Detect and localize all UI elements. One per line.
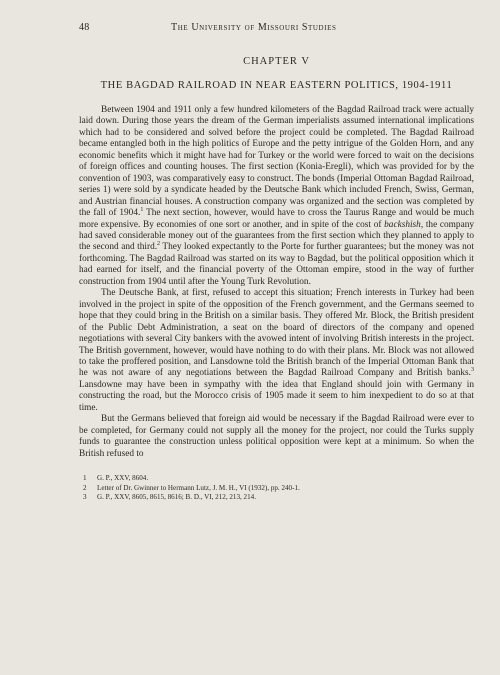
footnote-number: 3 (83, 493, 87, 502)
footnote-text: G. P., XXV, 8604. (97, 474, 149, 483)
footnote-ref: 3 (471, 367, 474, 374)
body-text (79, 105, 474, 460)
footnote-ref: 2 (157, 241, 161, 248)
page-number: 48 (79, 22, 90, 33)
running-head-title: The University of Missouri Studies (171, 22, 337, 33)
paragraph-2 (79, 288, 474, 414)
paragraph-text: The Deutsche Bank, at first, refused to accept this situation; French interests in Turkey had been involved in the project in spite of the opposition of the French government, and the Germans seemed to hope that they could bring in the British on a similar basis. They offered Mr. Block, the British president of the Public Debt Administration, a seat on the board of directors of the company and opened negotiations with several City bankers with the avowed intent of involving British interests in the project. The British government, however, would have nothing to do with their plans. Mr. Block was not allowed to take the proffered position, and Lansdowne told the British branch of the Imperial Ottoman Bank that he was not aware of any negotiations between the Bagdad Railroad Company and British banks. (79, 288, 474, 379)
paragraph-text: Lansdowne may have been in sympathy with the idea that England should join with Germany in constructing the road, but the Morocco crisis of 1905 made it seem to him inexpedient to do so at that time. (79, 379, 474, 413)
footnote (79, 493, 474, 503)
footnote-ref: 1 (140, 206, 144, 213)
paragraph-text: The next section, however, would have to cross the Taurus Range and would be much more expensive. By economies of one sort or another, and in spite of the cost of (79, 208, 475, 230)
footnotes (79, 474, 474, 503)
paragraph-text: Between 1904 and 1911 only a few hundred kilometers of the Bagdad Railroad track were actually laid down. During those years the dream of the German imperialists assumed international implications which had to be considered and solved before the project could be completed. The Bagdad Railroad became entangled both in the high politics of Europe and the petty intrigue of the Golden Horn, and any economic benefits which it might have had for Turkey or the world were forced to wait on the decisions of foreign offices and counting houses. The first section (Konia-Eregli), which was provided for by the convention of 1903, was comparatively easy to construct. The bonds (Imperial Ottoman Bagdad Railroad, series 1) were sold by a syndicate headed by the Deutsche Bank which included French, Swiss, German, and Austrian financial houses. A construction company was organized and the section was completed by the fall of 1904. (79, 105, 474, 219)
footnote-text: Letter of Dr. Gwinner to Hermann Lutz, J. M. H., VI (1932), pp. 240-1. (97, 483, 300, 492)
footnote (79, 474, 474, 484)
paragraph-3: But the Germans believed that foreign aid would be necessary if the Bagdad Railroad were ever to be completed, for Germany could not supply all the money for the project, nor could the Turks supply funds to guarantee the construction unless political opposition were kept at a minimum. So when the British refused to (79, 414, 474, 459)
running-head (79, 22, 474, 33)
footnote-number: 1 (83, 474, 87, 483)
paragraph-text: They looked expectantly to the Porte for further guarantees; but the money was not forthcoming. The Bagdad Railroad was started on its way to Bagdad, but the political opposition which it had earned for itself, and the financial poverty of the Ottoman empire, stood in the way of further construction from 1904 until after the Young Turk Revolution. (79, 242, 474, 287)
chapter-label: CHAPTER V (243, 56, 310, 67)
footnote-number: 2 (83, 483, 87, 492)
footnote (79, 484, 474, 494)
paragraph-1 (79, 105, 474, 288)
chapter-title: THE BAGDAD RAILROAD IN NEAR EASTERN POLITICS, 1904-1911 (100, 80, 453, 91)
footnote-text: G. P., XXV, 8605, 8615, 8616; B. D., VI, 212, 213, 214. (97, 493, 256, 502)
italic-term: backshish (384, 219, 421, 230)
paragraph-text: , the company had saved considerable money out of the guarantees from the first section which they planned to apply to the second and third. (79, 219, 474, 253)
